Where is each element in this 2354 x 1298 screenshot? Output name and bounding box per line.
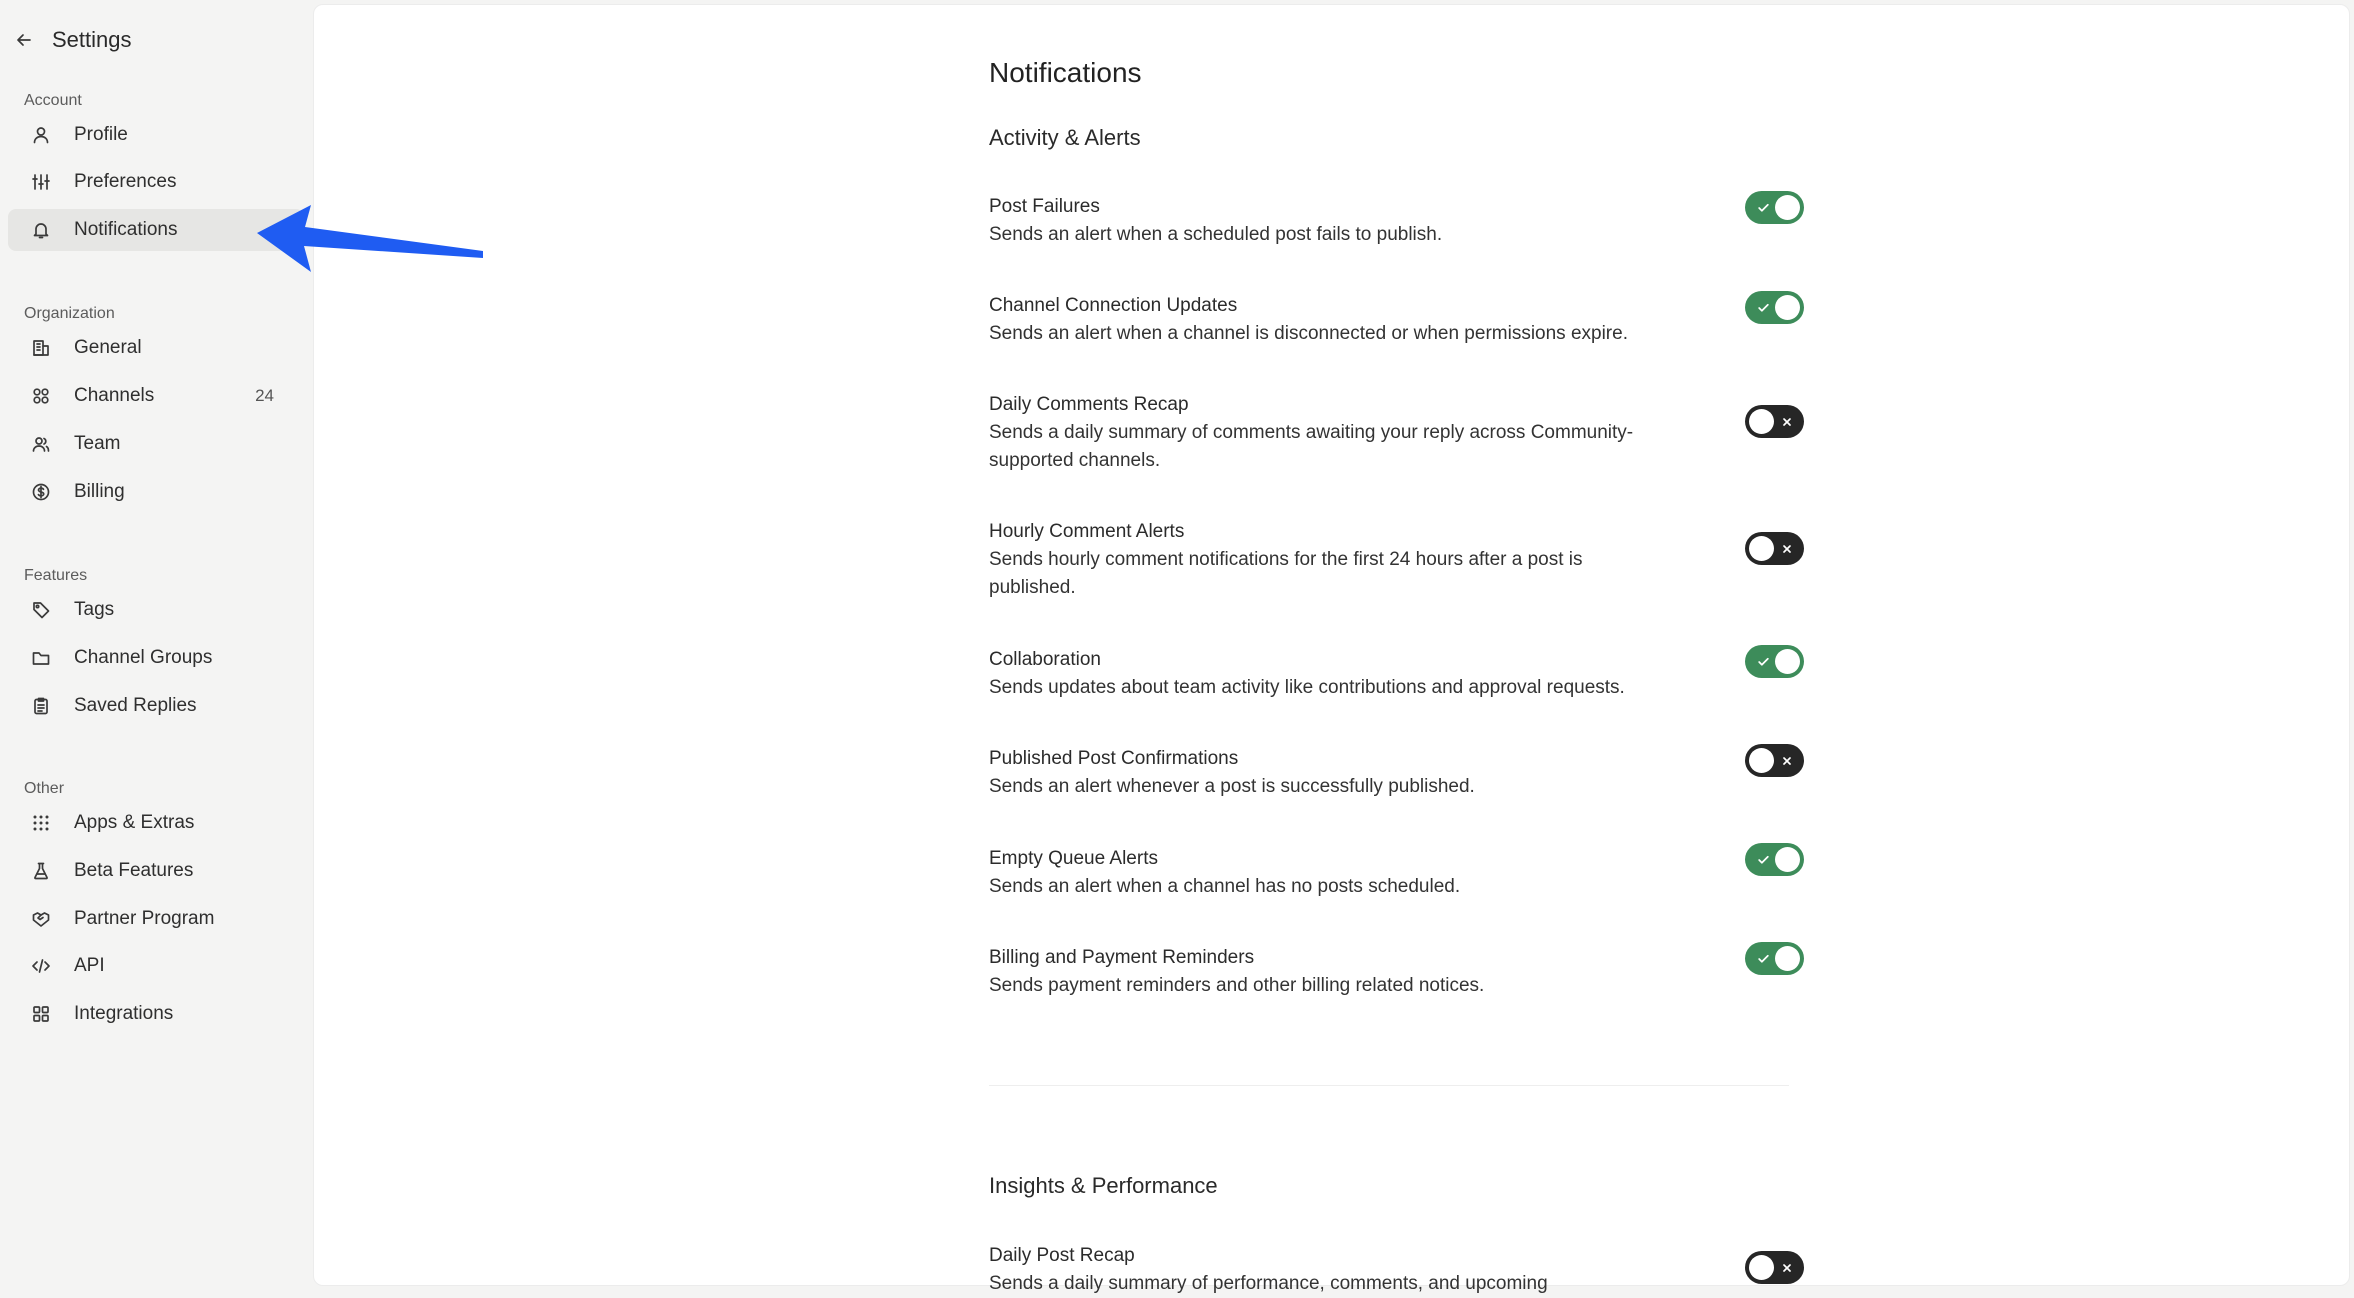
toggle-knob bbox=[1749, 409, 1774, 434]
sidebar-item-label: Team bbox=[74, 433, 121, 454]
building-icon bbox=[30, 337, 52, 359]
sidebar-item-label: Tags bbox=[74, 599, 115, 620]
section-title-insights-performance: Insights & Performance bbox=[989, 1173, 1218, 1198]
toggle-daily-comments-recap[interactable] bbox=[1745, 405, 1804, 438]
annotation-arrow-icon bbox=[255, 200, 485, 280]
toggle-daily-post-recap[interactable] bbox=[1745, 1251, 1804, 1284]
sidebar-item-label: Channel Groups bbox=[74, 647, 213, 668]
notification-row-hourly-comment-alerts bbox=[989, 518, 1804, 602]
toggle-channel-connection-updates[interactable] bbox=[1745, 291, 1804, 324]
check-icon bbox=[1753, 291, 1773, 324]
channels-icon bbox=[30, 385, 52, 407]
section-divider bbox=[989, 1085, 1789, 1086]
tag-icon bbox=[30, 599, 52, 621]
bell-icon bbox=[30, 219, 52, 241]
back-arrow-icon[interactable] bbox=[12, 28, 36, 52]
toggle-billing-and-payment-reminders[interactable] bbox=[1745, 942, 1804, 975]
notification-description: Sends an alert whenever a post is successfully published. bbox=[989, 776, 1475, 797]
sidebar-section-label: Account bbox=[24, 92, 82, 109]
sidebar-title: Settings bbox=[52, 27, 132, 52]
channel-count-badge: 24 bbox=[255, 386, 274, 405]
notification-description: Sends a daily summary of performance, comments, and upcoming bbox=[989, 1273, 1548, 1294]
toggle-knob bbox=[1775, 847, 1800, 872]
sidebar-item-label: Channels bbox=[74, 385, 155, 406]
sidebar-item-partner-program[interactable] bbox=[8, 898, 304, 940]
notification-row-post-failures bbox=[989, 193, 1804, 249]
sidebar-item-tags[interactable] bbox=[8, 589, 304, 631]
sidebar-item-label: General bbox=[74, 337, 142, 358]
sidebar-item-label: Profile bbox=[74, 124, 128, 145]
toggle-knob bbox=[1775, 295, 1800, 320]
check-icon bbox=[1753, 191, 1773, 224]
sidebar-item-api[interactable] bbox=[8, 945, 304, 987]
user-icon bbox=[30, 124, 52, 146]
notification-description: Sends an alert when a channel has no posts scheduled. bbox=[989, 876, 1461, 897]
sidebar-item-apps-extras[interactable] bbox=[8, 802, 304, 844]
notification-title: Collaboration bbox=[989, 649, 1101, 670]
notification-title: Billing and Payment Reminders bbox=[989, 947, 1255, 968]
sidebar-section-label: Features bbox=[24, 567, 88, 584]
notification-row-published-post-confirmations bbox=[989, 745, 1804, 801]
folder-icon bbox=[30, 647, 52, 669]
clipboard-icon bbox=[30, 695, 52, 717]
notification-title: Published Post Confirmations bbox=[989, 748, 1239, 769]
toggle-empty-queue-alerts[interactable] bbox=[1745, 843, 1804, 876]
notification-title: Empty Queue Alerts bbox=[989, 848, 1158, 869]
sidebar-item-channels[interactable] bbox=[8, 375, 304, 417]
notification-title: Daily Comments Recap bbox=[989, 394, 1189, 415]
sidebar-item-label: API bbox=[74, 955, 105, 976]
sidebar-item-label: Partner Program bbox=[74, 908, 215, 929]
grid-dots-icon bbox=[30, 812, 52, 834]
notification-title: Hourly Comment Alerts bbox=[989, 521, 1185, 542]
notification-row-daily-comments-recap bbox=[989, 391, 1804, 475]
notification-title: Post Failures bbox=[989, 196, 1100, 217]
notification-row-channel-connection-updates bbox=[989, 292, 1804, 348]
team-icon bbox=[30, 433, 52, 455]
notification-description: Sends hourly comment notifications for the first 24 hours after a post is published. bbox=[989, 549, 1583, 598]
toggle-published-post-confirmations[interactable] bbox=[1745, 744, 1804, 777]
notification-title: Daily Post Recap bbox=[989, 1245, 1135, 1266]
toggle-collaboration[interactable] bbox=[1745, 645, 1804, 678]
notification-row-collaboration bbox=[989, 646, 1804, 702]
notification-description: Sends an alert when a channel is disconnected or when permissions expire. bbox=[989, 323, 1628, 344]
sidebar-item-integrations[interactable] bbox=[8, 993, 304, 1035]
toggle-knob bbox=[1775, 649, 1800, 674]
check-icon bbox=[1753, 645, 1773, 678]
sidebar-item-label: Beta Features bbox=[74, 860, 194, 881]
sidebar-item-channel-groups[interactable] bbox=[8, 637, 304, 679]
sidebar-item-label: Apps & Extras bbox=[74, 812, 195, 833]
sidebar-item-billing[interactable] bbox=[8, 471, 304, 513]
x-icon bbox=[1777, 405, 1797, 438]
flask-icon bbox=[30, 860, 52, 882]
toggle-post-failures[interactable] bbox=[1745, 191, 1804, 224]
x-icon bbox=[1777, 532, 1797, 565]
x-icon bbox=[1777, 744, 1797, 777]
sidebar-section-label: Organization bbox=[24, 305, 115, 322]
check-icon bbox=[1753, 942, 1773, 975]
notification-description: Sends a daily summary of comments awaiting your reply across Community-supported channels. bbox=[989, 422, 1634, 471]
notification-title: Channel Connection Updates bbox=[989, 295, 1238, 316]
sidebar-header bbox=[12, 24, 132, 56]
sidebar-item-general[interactable] bbox=[8, 327, 304, 369]
sidebar-item-beta-features[interactable] bbox=[8, 850, 304, 892]
sidebar-item-label: Billing bbox=[74, 481, 125, 502]
main-panel bbox=[313, 4, 2350, 1294]
sliders-icon bbox=[30, 171, 52, 193]
sidebar-item-profile[interactable] bbox=[8, 114, 304, 156]
section-title-activity-alerts: Activity & Alerts bbox=[989, 125, 1141, 150]
sidebar-item-label: Preferences bbox=[74, 171, 177, 192]
notification-row-empty-queue-alerts bbox=[989, 845, 1804, 901]
check-icon bbox=[1753, 843, 1773, 876]
code-icon bbox=[30, 955, 52, 977]
sidebar-item-label: Saved Replies bbox=[74, 695, 197, 716]
handshake-icon bbox=[30, 908, 52, 930]
notification-description: Sends updates about team activity like contributions and approval requests. bbox=[989, 677, 1625, 698]
toggle-hourly-comment-alerts[interactable] bbox=[1745, 532, 1804, 565]
sidebar-section-label: Other bbox=[24, 780, 65, 797]
sidebar bbox=[0, 0, 313, 1290]
sidebar-item-team[interactable] bbox=[8, 423, 304, 465]
toggle-knob bbox=[1775, 195, 1800, 220]
x-icon bbox=[1777, 1251, 1797, 1284]
sidebar-item-preferences[interactable] bbox=[8, 161, 304, 203]
sidebar-item-saved-replies[interactable] bbox=[8, 685, 304, 727]
page-title: Notifications bbox=[989, 57, 1142, 88]
dollar-icon bbox=[30, 481, 52, 503]
sidebar-item-label: Integrations bbox=[74, 1003, 174, 1024]
toggle-knob bbox=[1775, 946, 1800, 971]
notification-row-billing-and-payment-reminders bbox=[989, 944, 1804, 1000]
toggle-knob bbox=[1749, 536, 1774, 561]
integrations-icon bbox=[30, 1003, 52, 1025]
toggle-knob bbox=[1749, 1255, 1774, 1280]
toggle-knob bbox=[1749, 748, 1774, 773]
sidebar-item-label: Notifications bbox=[74, 219, 178, 240]
notification-description: Sends an alert when a scheduled post fails to publish. bbox=[989, 224, 1443, 245]
notification-description: Sends payment reminders and other billing related notices. bbox=[989, 975, 1485, 996]
